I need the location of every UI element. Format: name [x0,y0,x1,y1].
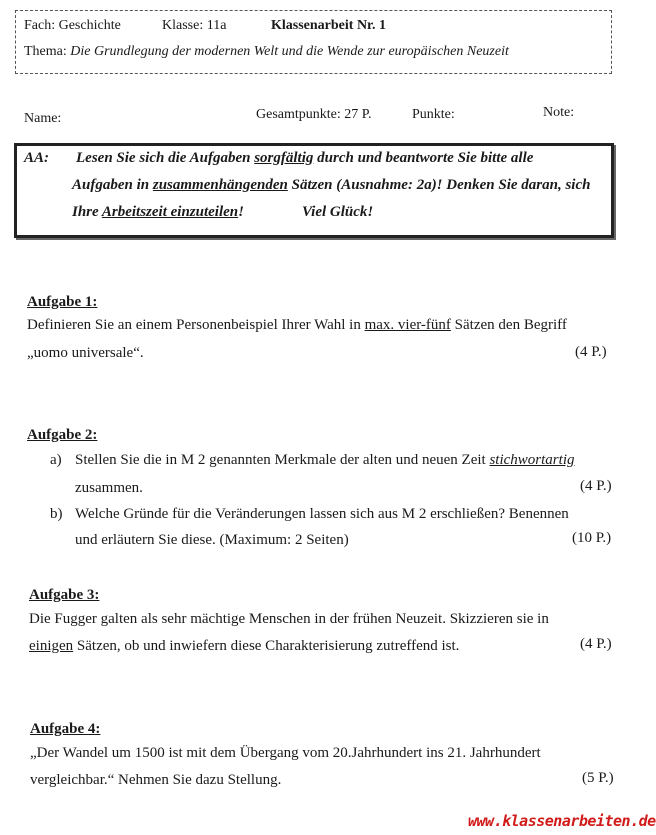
instructions-text: Lesen Sie sich die Aufgaben [76,150,255,166]
task-2a-points: (4 P.) [580,478,612,494]
task-3-heading: Aufgabe 3: [29,587,100,603]
footer-url: www.klassenarbeiten.de [468,812,656,830]
instructions-emphasis: Arbeitszeit einzuteilen [101,204,239,220]
task-2b-line-2: und erläutern Sie diese. (Maximum: 2 Seiten) [75,532,349,548]
task-2-heading: Aufgabe 2: [27,427,98,443]
task-4-line-1: „Der Wandel um 1500 ist mit dem Übergang vom 20.Jahrhundert ins 21. Jahrhundert [30,745,541,761]
task-3-points: (4 P.) [580,636,612,652]
task-emphasis: einigen [29,638,74,654]
total-points-label: Gesamtpunkte: 27 P. [256,107,372,122]
task-1-line-1 [27,317,567,334]
instructions-text: Aufgaben in [72,177,153,193]
subject-label: Fach: Geschichte [24,18,121,33]
instructions-text: ! [238,204,244,220]
task-2a-line-1 [75,452,574,469]
task-2a-line-2: zusammen. [75,480,143,496]
points-label: Punkte: [412,107,455,122]
instructions-line-3 [72,204,244,221]
task-4-points: (5 P.) [582,770,614,786]
task-text: Sätzen den Begriff [450,317,567,333]
task-3-line-2 [29,638,459,655]
task-2b-points: (10 P.) [572,530,612,546]
task-3-line-1: Die Fugger galten als sehr mächtige Menschen in der frühen Neuzeit. Skizzieren sie in [29,611,549,627]
topic-text: Die Grundlegung der modernen Welt und die Wende zur europäischen Neuzeit [70,44,509,59]
topic-label: Thema: [24,44,67,59]
task-4-heading: Aufgabe 4: [30,721,101,737]
exam-title: Klassenarbeit Nr. 1 [271,18,386,33]
task-1-points: (4 P.) [575,344,607,360]
task-emphasis: max. vier-fünf [364,317,451,333]
class-label: Klasse: 11a [162,18,227,33]
instructions-emphasis: zusammenhängenden [152,177,288,193]
task-1-line-2: „uomo universale“. [27,345,144,361]
task-2b-line-1: Welche Gründe für die Veränderungen lassen sich aus M 2 erschließen? Benennen [75,506,569,522]
task-2a-marker: a) [50,452,62,468]
grade-label: Note: [543,105,575,120]
instructions-label: AA: [24,150,50,166]
task-text: Definieren Sie an einem Personenbeispiel Ihrer Wahl in [27,317,365,333]
task-text: Stellen Sie die in M 2 genannten Merkmale der alten und neuen Zeit [75,452,490,468]
instructions-line-2 [72,177,590,194]
instructions-emphasis: sorgfältig [254,150,314,166]
instructions-text: Sätzen (Ausnahme: 2a)! Denken Sie daran, sich [287,177,591,193]
task-text: Sätzen, ob und inwiefern diese Charakterisierung zutreffend ist. [73,638,460,654]
task-2b-marker: b) [50,506,63,522]
instructions-text: Ihre [72,204,102,220]
good-luck-text: Viel Glück! [302,204,374,220]
task-emphasis: stichwortartig [489,452,575,468]
topic-line [24,44,509,60]
name-label: Name: [24,111,62,126]
instructions-text: durch und beantworte Sie bitte alle [313,150,534,166]
instructions-line-1 [76,150,533,167]
task-1-heading: Aufgabe 1: [27,294,98,310]
task-4-line-2: vergleichbar.“ Nehmen Sie dazu Stellung. [30,772,282,788]
